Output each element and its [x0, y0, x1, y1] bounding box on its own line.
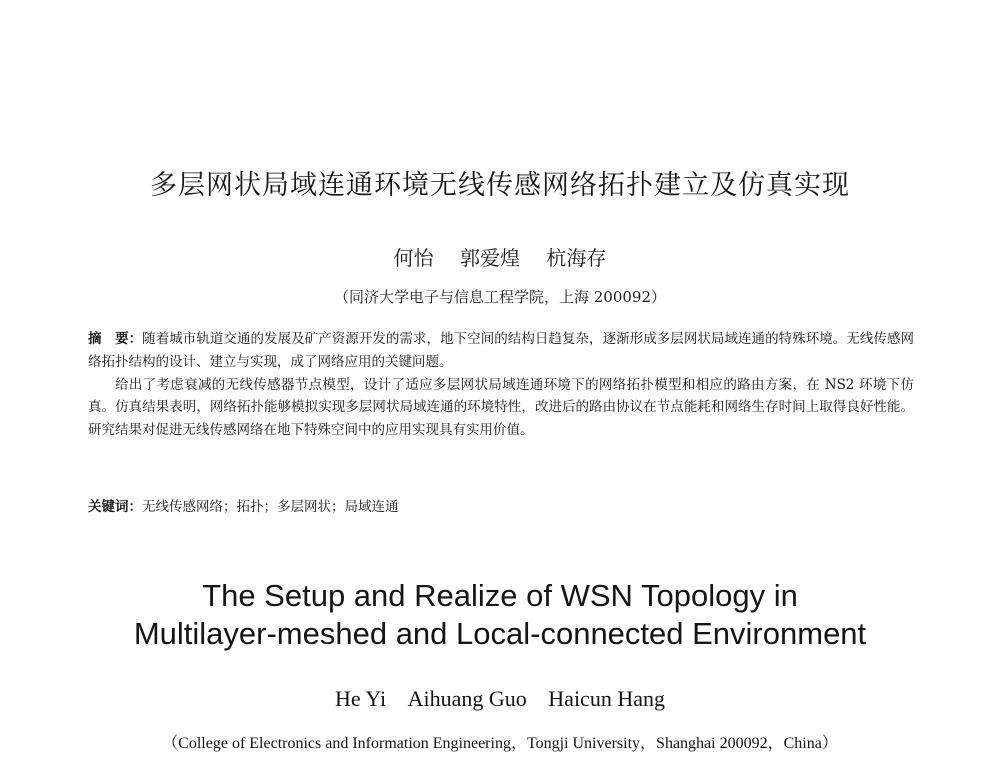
abstract-paragraph-1 — [88, 328, 914, 374]
abstract-text-1: 随着城市轨道交通的发展及矿产资源开发的需求，地下空间的结构日趋复杂，逐渐形成多层网状局域连通的特殊环境。无线传感网络拓扑结构的设计、建立与实现，成了网络应用的关键问题。 — [88, 331, 915, 370]
abstract-label: 摘 要： — [88, 331, 143, 347]
english-author-3: Haicun Hang — [548, 686, 665, 711]
chinese-author-1: 何怡 — [393, 246, 434, 270]
chinese-author-3: 杭海存 — [546, 246, 607, 270]
keywords-label: 关键词： — [88, 499, 142, 515]
chinese-keywords — [88, 495, 914, 515]
chinese-author-2: 郭爱煌 — [460, 246, 520, 270]
abstract-paragraph-2: 给出了考虑衰减的无线传感器节点模型，设计了适应多层网状局域连通环境下的网络拓扑模型和相应的路由方案，在 NS2 环境下仿真。仿真结果表明，网络拓扑能够模拟实现多层网状局域连通的环境特性，改进后的路由协议在节点能耗和网络生存时间上取得良好性能。研究结果对促进无线传感网络在地下特殊空间中的应用实现具有实用价值。 — [88, 376, 914, 439]
english-affiliation: （College of Electronics and Information Engineering，Tongji University，Shanghai 200092，China） — [162, 735, 838, 752]
chinese-abstract — [88, 328, 914, 442]
english-author-1: He Yi — [335, 686, 387, 711]
english-author-2: Aihuang Guo — [407, 686, 527, 711]
chinese-title: 多层网状局域连通环境无线传感网络拓扑建立及仿真实现 — [150, 170, 850, 201]
english-title — [0, 577, 1000, 653]
english-authors — [0, 686, 1000, 712]
chinese-affiliation: （同济大学电子与信息工程学院，上海 200092） — [333, 288, 667, 306]
english-title-line-1: The Setup and Realize of WSN Topology in — [202, 578, 798, 613]
chinese-authors — [0, 242, 1000, 271]
english-title-line-2: Multilayer-meshed and Local-connected Environment — [133, 616, 867, 651]
keywords-text: 无线传感网络；拓扑；多层网状；局域连通 — [142, 499, 399, 515]
